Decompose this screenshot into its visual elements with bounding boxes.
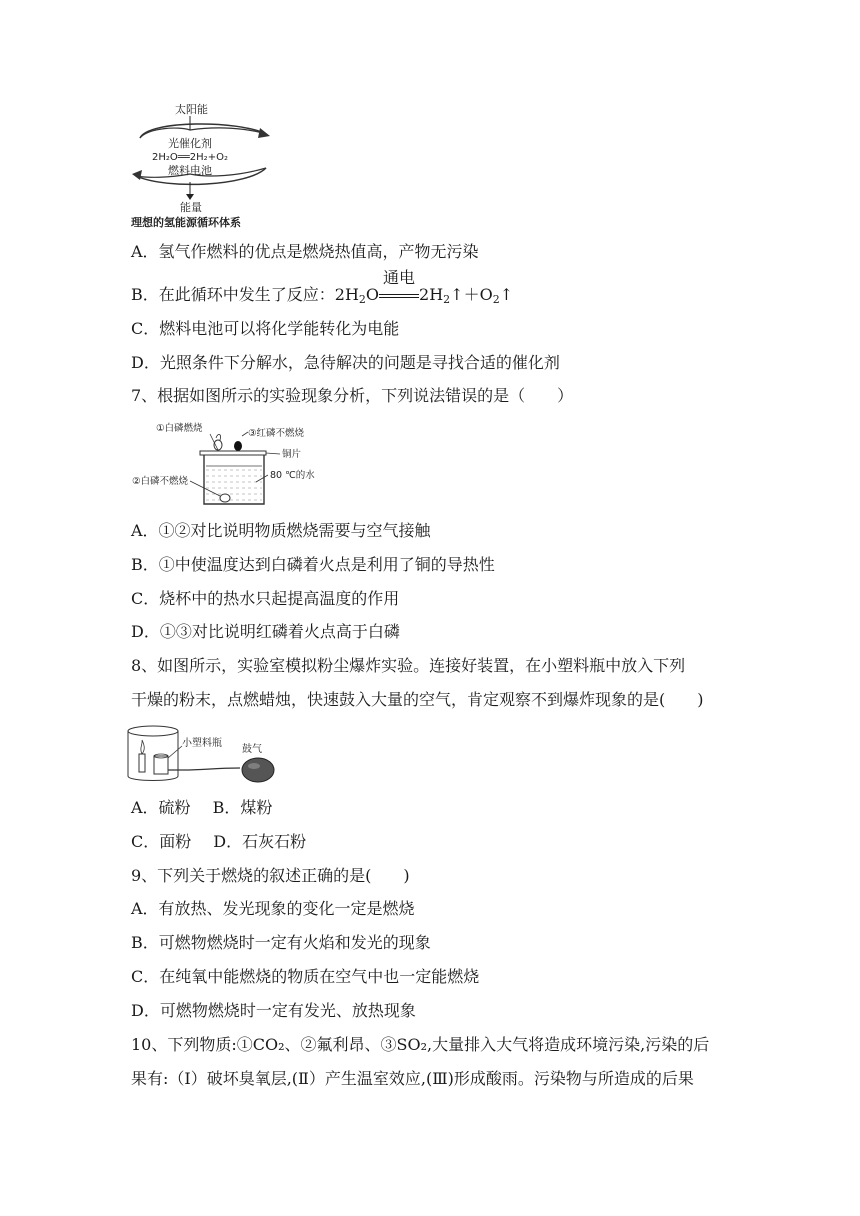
q6-option-b-prefix: B．在此循环中发生了反应：2H [131, 285, 359, 304]
q9-option-a: A．有放热、发光现象的变化一定是燃烧 [131, 899, 415, 918]
q8-stem-line-2: 干燥的粉末，点燃蜡烛，快速鼓入大量的空气，肯定观察不到爆炸现象的是( ) [131, 690, 704, 709]
fig1-caption: 理想的氢能源循环体系 [131, 216, 241, 229]
q7-option-d: D．①③对比说明红磷着火点高于白磷 [131, 622, 400, 641]
q7-option-b: B．①中使温度达到白磷着火点是利用了铜的导热性 [131, 555, 495, 574]
fig1-energy-label: 能量 [180, 201, 202, 214]
fig1-fuelcell-label: 燃料电池 [168, 164, 212, 177]
q8-option-b: B．煤粉 [212, 798, 273, 817]
q10-stem-line-2: 果有:（Ⅰ）破坏臭氧层,(Ⅱ）产生温室效应,(Ⅲ)形成酸雨。污染物与所造成的后果 [131, 1069, 694, 1088]
fig1-sun-label: 太阳能 [175, 103, 208, 116]
q8-option-d: D．石灰石粉 [213, 832, 307, 851]
fig3-bottle-label: 小塑料瓶 [182, 738, 222, 749]
q9-option-b: B．可燃物燃烧时一定有火焰和发光的现象 [131, 933, 431, 952]
q8-options-row-1 [131, 797, 272, 819]
q8-option-c: C．面粉 [131, 832, 192, 851]
hydrogen-cycle-figure [128, 98, 278, 230]
q9-stem: 9、下列关于燃烧的叙述正确的是( ) [131, 866, 410, 885]
q7-stem: 7、根据如图所示的实验现象分析，下列说法错误的是（ ） [131, 386, 574, 405]
q6-option-b: B．在此循环中发生了反应：$2H_2O$ 通电 $2H_2↑+O_2↑$ [131, 268, 514, 306]
reaction-condition [379, 268, 419, 306]
q6-option-c: C．燃料电池可以将化学能转化为电能 [131, 319, 400, 338]
q9-option-d: D．可燃物燃烧时一定有发光、放热现象 [131, 1001, 416, 1020]
fig3-blow-label: 鼓气 [242, 744, 262, 755]
fig2-copper-label: 铜片 [282, 449, 302, 460]
fig1-catalyst-label: 光催化剂 [168, 137, 212, 150]
fig2-water-label: 80 ℃的水 [270, 470, 315, 481]
q6-option-d: D．光照条件下分解水，急待解决的问题是寻找合适的催化剂 [131, 353, 560, 372]
q7-option-a: A．①②对比说明物质燃烧需要与空气接触 [131, 521, 431, 540]
fig2-label-2: ②白磷不燃烧 [132, 476, 189, 487]
fig2-label-3: ③红磷不燃烧 [248, 428, 305, 439]
q9-option-c: C．在纯氧中能燃烧的物质在空气中也一定能燃烧 [131, 967, 480, 986]
q8-stem-line-1: 8、如图所示，实验室模拟粉尘爆炸实验。连接好装置，在小塑料瓶中放入下列 [131, 656, 686, 675]
combustion-experiment-figure [130, 420, 330, 512]
fig2-label-1: ①白磷燃烧 [156, 423, 203, 434]
dust-explosion-figure [124, 724, 284, 786]
q10-stem-line-1: 10、下列物质:①CO₂、②氟利昂、③SO₂,大量排入大气将造成环境污染,污染的后 [131, 1035, 710, 1054]
fig1-reaction-label: 2H₂O══2H₂+O₂ [152, 152, 228, 163]
q8-option-a: A．硫粉 [131, 798, 191, 817]
q7-option-c: C．烧杯中的热水只起提高温度的作用 [131, 589, 400, 608]
reaction-condition-label: 通电 [383, 268, 416, 287]
q8-options-row-2 [131, 831, 306, 853]
q6-option-a: A．氢气作燃料的优点是燃烧热值高，产物无污染 [131, 242, 479, 261]
